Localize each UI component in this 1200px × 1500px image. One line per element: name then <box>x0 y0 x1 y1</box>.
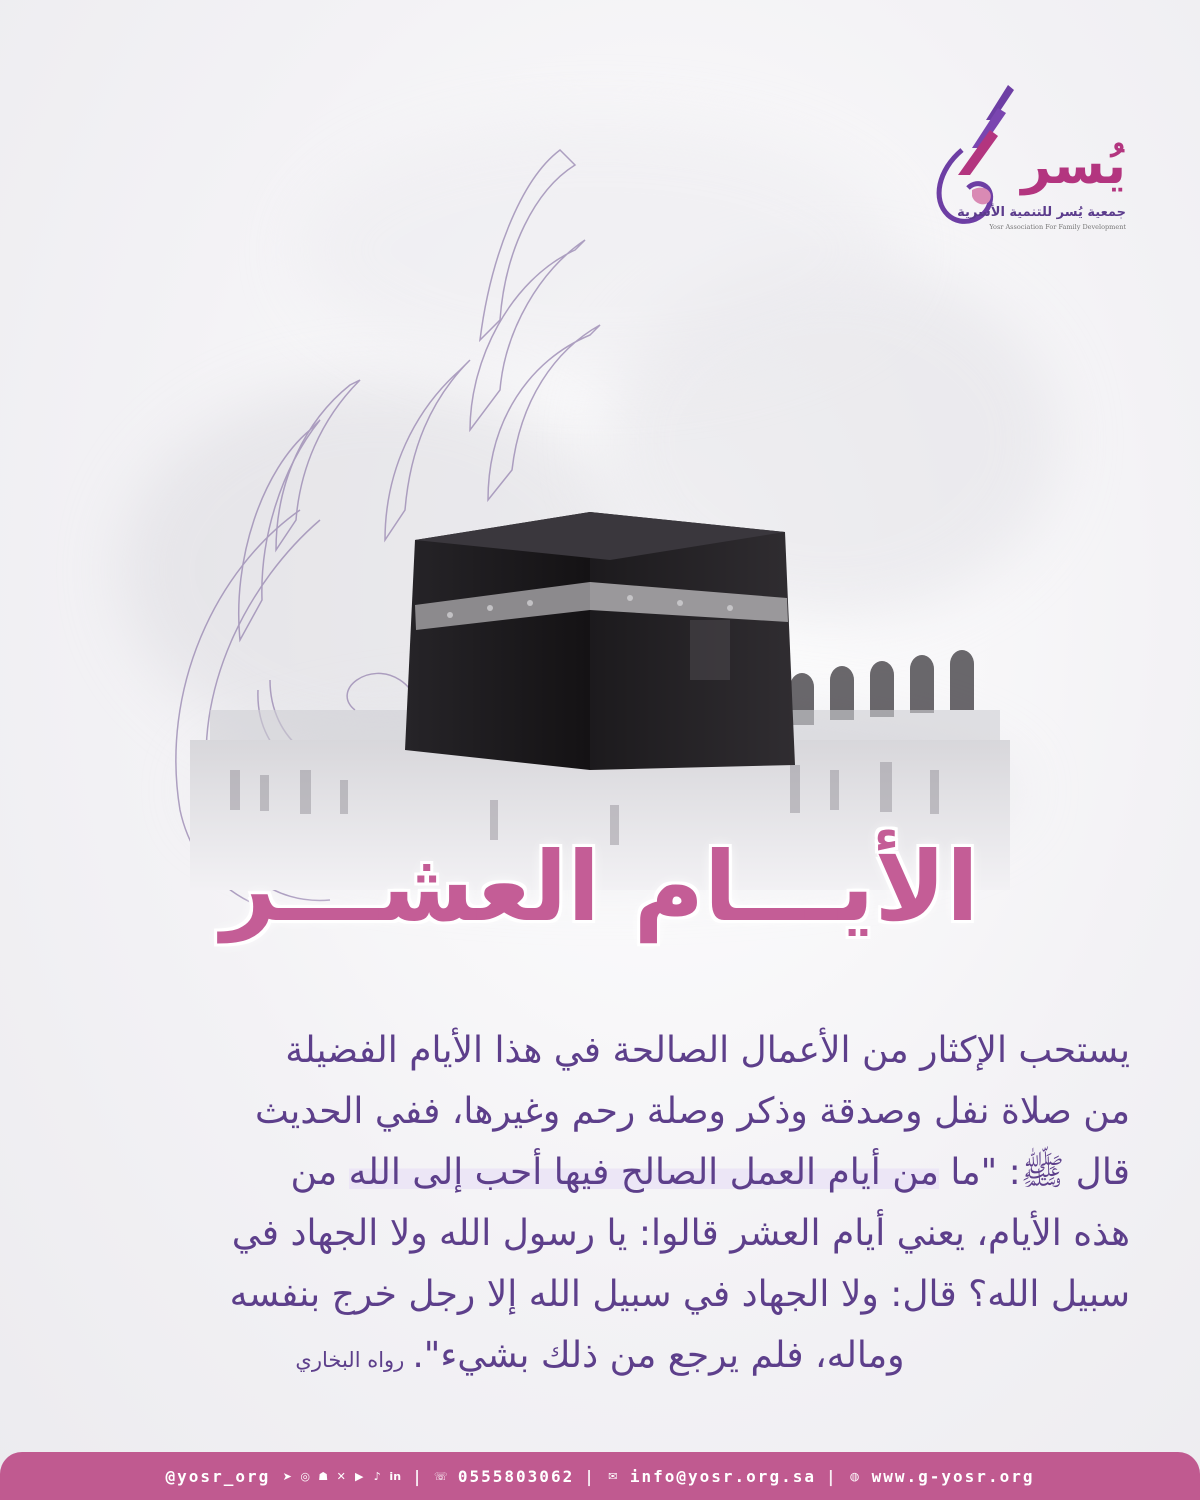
body-line <box>70 1142 1130 1203</box>
yosr-logo <box>928 80 1128 240</box>
x-icon[interactable]: ✕ <box>336 1469 346 1483</box>
page-title: الأيـــام العشـــر <box>221 831 979 943</box>
website-link[interactable]: www.g-yosr.org <box>871 1466 1035 1486</box>
separator: | <box>584 1466 596 1486</box>
telegram-icon[interactable]: ➤ <box>282 1469 292 1483</box>
footer-bar <box>0 1452 1200 1500</box>
phone-number[interactable]: 0555803062 <box>457 1466 575 1486</box>
instagram-icon[interactable]: ◎ <box>300 1469 311 1483</box>
body-line-prefix: قال ﷺ: "ما <box>950 1152 1130 1193</box>
separator: | <box>412 1466 424 1486</box>
body-line-suffix: من <box>290 1152 338 1193</box>
logo-subtitle-ar: جمعية يُسر للتنمية الأسرية <box>957 205 1126 220</box>
globe-icon: ◍ <box>849 1469 860 1483</box>
body-line: من صلاة نفل وصدقة وذكر وصلة رحم وغيرها، ففي الحديث <box>254 1091 1130 1132</box>
highlighted-phrase: من أيام العمل الصالح فيها أحب إلى الله <box>348 1152 939 1193</box>
snapchat-icon[interactable]: ☗ <box>318 1469 329 1483</box>
body-line: هذه الأيام، يعني أيام العشر قالوا: يا رسول الله ولا الجهاد في <box>231 1213 1130 1254</box>
tiktok-icon[interactable]: ♪ <box>373 1469 381 1483</box>
body-line: يستحب الإكثار من الأعمال الصالحة في هذا الأيام الفضيلة <box>285 1030 1130 1071</box>
social-handle[interactable]: @yosr_org <box>165 1466 271 1486</box>
body-line: سبيل الله؟ قال: ولا الجهاد في سبيل الله إلا رجل خرج بنفسه <box>229 1274 1130 1315</box>
phone-icon: ☏ <box>433 1469 448 1483</box>
hadith-paragraph <box>70 1020 1130 1391</box>
youtube-icon[interactable]: ▶ <box>355 1469 364 1483</box>
hadith-narrator: رواه البخاري <box>295 1348 405 1372</box>
logo-wordmark: يُسر <box>1021 136 1126 196</box>
logo-subtitle-en: Yosr Association For Family Development <box>989 223 1126 231</box>
linkedin-icon[interactable]: in <box>389 1469 402 1483</box>
separator: | <box>825 1466 838 1486</box>
body-line-last <box>70 1325 1130 1391</box>
kaaba-illustration <box>190 470 1010 890</box>
footer-contacts <box>0 1464 1200 1488</box>
body-line: وماله، فلم يرجع من ذلك بشيء". <box>412 1335 905 1376</box>
email-address[interactable]: info@yosr.org.sa <box>629 1466 816 1486</box>
email-icon: ✉ <box>608 1469 618 1483</box>
social-icons <box>280 1469 402 1483</box>
